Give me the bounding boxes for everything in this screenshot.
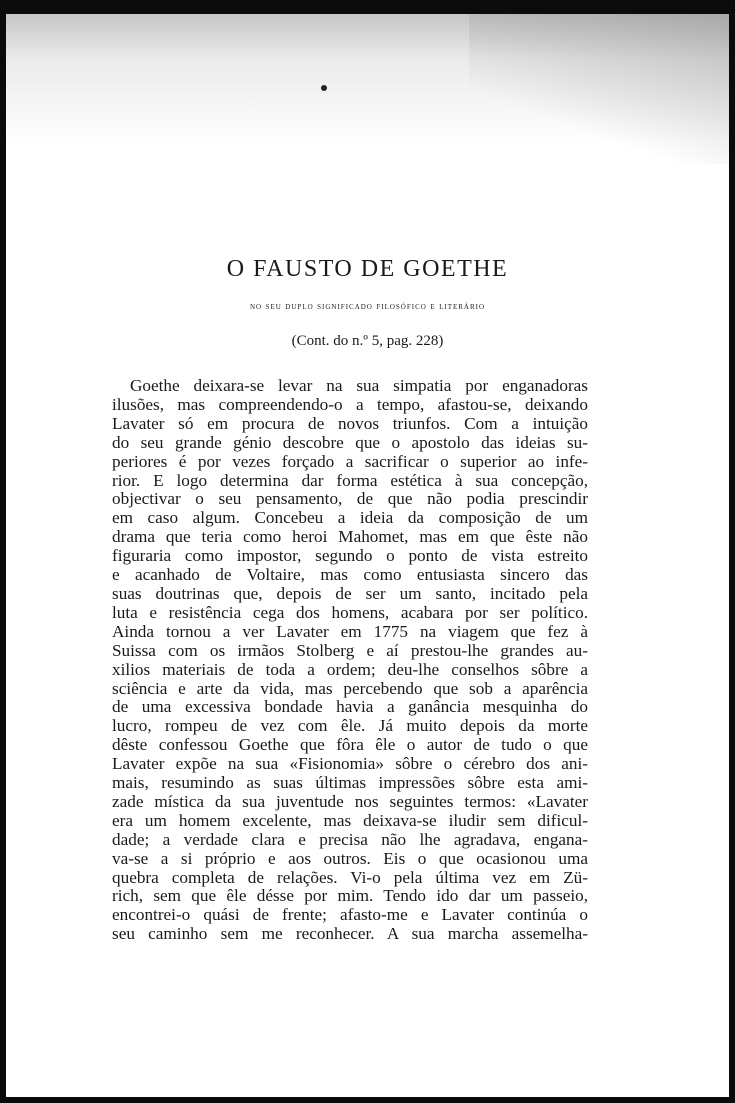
text-line: figuraria como impostor, segundo o ponto de vista estreito — [112, 546, 588, 566]
text-line: dêste confessou Goethe que fôra êle o autor de tudo o que — [112, 735, 588, 755]
text-line: era um homem excelente, mas deixava-se iludir sem dificul- — [112, 810, 588, 830]
text-line: mais, resumindo as suas últimas impressões sôbre esta ami- — [112, 773, 588, 793]
ink-dot — [321, 85, 327, 91]
text-line: periores é por vezes forçado a sacrificar o superior ao infe- — [112, 451, 588, 471]
text-line: Lavater só em procura de novos triunfos. Com a intuição — [112, 413, 588, 433]
body-paragraph — [112, 377, 588, 944]
text-line: luta e resistência cega dos homens, acabara por ser político. — [112, 602, 588, 622]
continuation-note: (Cont. do n.º 5, pag. 228) — [291, 333, 444, 349]
text-line: Suissa com os irmãos Stolberg e aí prestou-lhe grandes au- — [112, 640, 588, 660]
text-line: em caso algum. Concebeu a ideia da composição de um — [112, 508, 588, 528]
text-line: lucro, rompeu de vez com êle. Já muito depois da morte — [112, 716, 588, 736]
text-line: Ainda tornou a ver Lavater em 1775 na viagem que fez à — [112, 621, 588, 641]
page-title: O FAUSTO DE GOETHE — [226, 256, 509, 282]
text-line: e acanhado de Voltaire, mas como entusiasta sincero das — [112, 565, 588, 585]
text-line: sciência e arte da vida, mas percebendo que sob a aparência — [112, 678, 588, 698]
text-line: do seu grande génio descobre que o apostolo das ideias su- — [112, 432, 588, 452]
text-line: suas doutrinas que, depois de ser um santo, incitado pela — [112, 583, 588, 603]
scan-shadow-corner — [469, 14, 729, 164]
text-line: objectivar o seu pensamento, de que não podia prescindir — [112, 489, 588, 509]
text-line: seu caminho sem me reconhecer. A sua marcha assemelha- — [112, 924, 588, 944]
text-line: zade mística da sua juventude nos seguintes termos: «Lavater — [112, 791, 588, 811]
text-line: Goethe deixara-se levar na sua simpatia por enganadoras — [130, 376, 588, 395]
text-line: drama que teria como heroi Mahomet, mas em que êste não — [112, 527, 588, 547]
page-subtitle: no seu duplo significado filosófico e literário — [249, 301, 486, 312]
text-line: ilusões, mas compreendendo-o a tempo, afastou-se, deixando — [112, 394, 588, 414]
text-line: rich, sem que êle désse por mim. Tendo ido dar um passeio, — [112, 886, 588, 906]
text-line: Lavater expõe na sua «Fisionomia» sôbre o cérebro dos ani- — [112, 754, 588, 774]
text-line: de uma excessiva bondade havia a ganância mesquinha do — [112, 697, 588, 717]
text-line: va-se a si próprio e aos outros. Eis o que ocasionou uma — [112, 848, 588, 868]
text-line: dade; a verdade clara e precisa não lhe agradava, engana- — [112, 829, 588, 849]
text-line: encontrei-o quási de frente; afasto-me e Lavater continúa o — [112, 905, 588, 925]
text-line: rior. E logo determina dar forma estética à sua concepção, — [112, 470, 588, 490]
text-line: quebra completa de relações. Vi-o pela última vez em Zü- — [112, 867, 588, 887]
text-line: xilios materiais de toda a ordem; deu-lhe conselhos sôbre a — [112, 659, 588, 679]
